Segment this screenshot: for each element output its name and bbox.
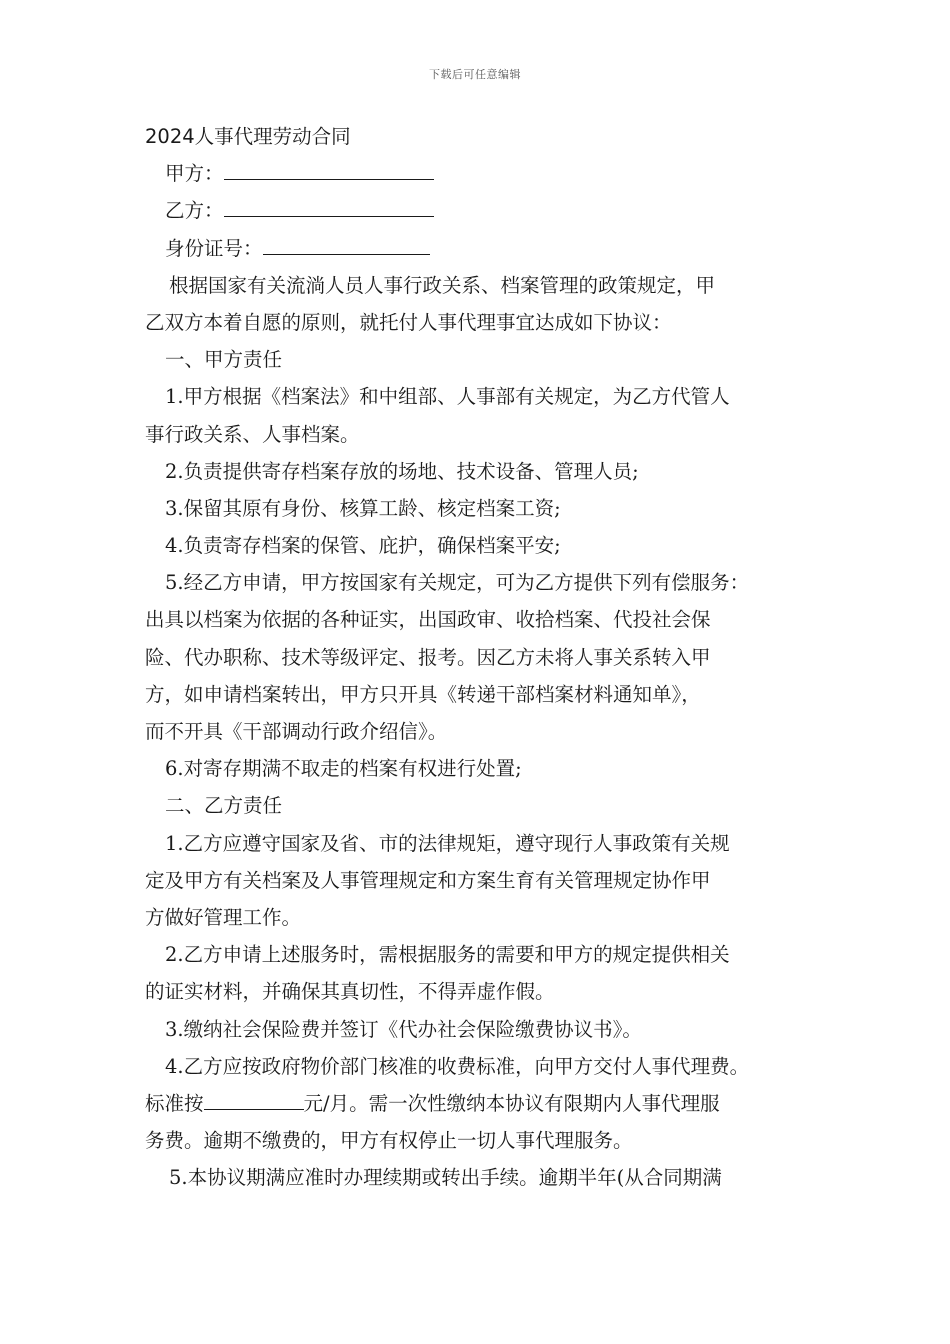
s1-item5-line-5: 而不开具《干部调动行政介绍信》。 [145, 720, 448, 743]
s1-item6: 6.对寄存期满不取走的档案有权进行处置; [165, 757, 522, 781]
s2-item5-line-1: 5.本协议期满应准时办理续期或转出手续。逾期半年(从合同期满 [169, 1166, 722, 1190]
s1-item4: 4.负责寄存档案的保管、庇护，确保档案平安; [165, 534, 561, 558]
s1-item5-line-3: 险、代办职称、技术等级评定、报考。因乙方未将人事关系转入甲 [145, 645, 711, 669]
s2-item4-line-2 [145, 1085, 815, 1122]
id-number-blank [263, 232, 430, 255]
fee-amount-blank [204, 1087, 304, 1110]
document-body [145, 118, 815, 1196]
id-number-line [145, 230, 815, 267]
s1-item3: 3.保留其原有身份、核算工龄、核定档案工资; [165, 496, 561, 520]
s2-item4-line-3: 务费。逾期不缴费的，甲方有权停止一切人事代理服务。 [145, 1129, 633, 1153]
party-b-label: 乙方： [165, 199, 224, 223]
s1-item2: 2.负责提供寄存档案存放的场地、技术设备、管理人员; [165, 459, 639, 483]
s2-item2-line-2: 的证实材料，并确保其真切性，不得弄虚作假。 [145, 980, 555, 1004]
party-a-label: 甲方： [165, 162, 224, 186]
intro-line-2: 乙双方本着自愿的原则，就托付人事代理事宜达成如下协议： [145, 310, 672, 334]
s1-item5-line-4: 方，如申请档案转出，甲方只开具《转递干部档案材料通知单》， [145, 682, 701, 706]
party-b-blank [224, 194, 434, 217]
party-a-blank [224, 157, 434, 180]
s1-item1-line-1: 1.甲方根据《档案法》和中组部、人事部有关规定，为乙方代管人 [165, 385, 730, 409]
s2-item1-line-1: 1.乙方应遵守国家及省、市的法律规矩，遵守现行人事政策有关规 [165, 831, 730, 855]
document-title: 2024人事代理劳动合同 [145, 125, 351, 148]
section-1-title: 一、甲方责任 [165, 348, 283, 372]
s1-item5-line-2: 出具以档案为依据的各种证实，出国政审、收拾档案、代投社会保 [145, 608, 711, 632]
s2-item1-line-3: 方做好管理工作。 [145, 905, 302, 929]
s2-item1-line-2: 定及甲方有关档案及人事管理规定和方案生育有关管理规定协作甲 [145, 868, 711, 892]
fee-standard-prefix: 标准按 [145, 1091, 204, 1115]
party-b-line [145, 192, 815, 229]
s1-item1-line-2: 事行政关系、人事档案。 [145, 422, 360, 446]
s2-item3: 3.缴纳社会保险费并签订《代办社会保险缴费协议书》。 [165, 1017, 642, 1041]
party-a-line [145, 155, 815, 192]
s1-item5-line-1: 5.经乙方申请，甲方按国家有关规定，可为乙方提供下列有偿服务： [165, 571, 750, 595]
header-note: 下载后可任意编辑 [429, 68, 521, 81]
id-number-label: 身份证号： [165, 236, 263, 260]
section-2-title: 二、乙方责任 [165, 794, 283, 818]
s2-item4-line-1: 4.乙方应按政府物价部门核准的收费标准，向甲方交付人事代理费。 [165, 1054, 750, 1078]
intro-line-1: 根据国家有关流淌人员人事行政关系、档案管理的政策规定，甲 [169, 273, 716, 297]
fee-standard-suffix: 元/月。需一次性缴纳本协议有限期内人事代理服 [303, 1091, 720, 1115]
s2-item2-line-1: 2.乙方申请上述服务时，需根据服务的需要和甲方的规定提供相关 [165, 943, 730, 967]
